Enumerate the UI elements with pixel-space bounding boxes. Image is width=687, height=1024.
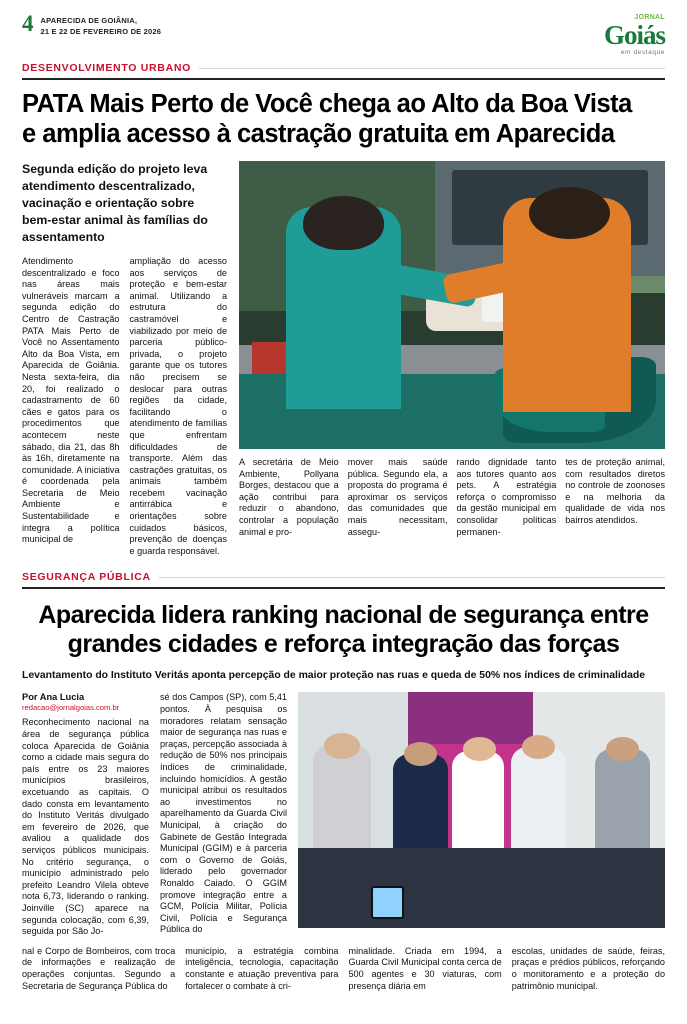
story2-bottom-col-1: nal e Corpo de Bombeiros, com troca de informações e realização de operações conjuntas. Segundo a Secretaria de Segurança Pública do	[22, 945, 176, 991]
caption-col-1: A secretária de Meio Ambiente, Pollyana Borges, destacou que a ação contribui para reduzir o abandono, controlar a população animal e pro-	[239, 457, 339, 537]
newspaper-logo	[604, 14, 665, 57]
story1-headline-line2: e amplia acesso à castração gratuita em Aparecida	[22, 120, 615, 148]
story2-top	[22, 692, 665, 937]
story2-headline-line2: grandes cidades e reforça integração das forças	[67, 630, 620, 659]
section-header-seguranca	[22, 571, 665, 583]
story2-bottom-col-3: minalidade. Criada em 1994, a Guarda Civil Municipal conta cerca de 500 agentes e 30 viaturas, com presença diária em	[348, 945, 502, 991]
story2-column-2	[160, 692, 287, 937]
story1-standfirst: Segunda edição do projeto leva atendimento descentralizado, vacinação e orientação sobre bem-estar animal às famílias do assentamento	[22, 162, 208, 244]
caption-col-4: tes de proteção animal, com resultados diretos no controle de zoonoses e na melhoria da qualidade de vida nos bairros atendidos.	[565, 457, 665, 525]
caption-col-3: rando dignidade tanto aos tutores quanto aos pets. A estratégia reforça o compromisso da gestão municipal em consolidar políticas permanen-	[456, 457, 557, 537]
dateline-city: APARECIDA DE GOIÂNIA,	[40, 16, 138, 25]
photo-illustration	[239, 161, 665, 449]
section-divider-2	[22, 587, 665, 589]
masthead-dateline	[41, 14, 162, 37]
story1-headline	[22, 89, 665, 149]
story1-caption	[239, 457, 665, 538]
story1-top	[22, 161, 665, 557]
story2-byline-column	[22, 692, 149, 937]
masthead-left	[22, 11, 162, 37]
section-header-urbano	[22, 62, 665, 74]
story2-bottom-columns	[22, 946, 665, 992]
section-label-seguranca: SEGURANÇA PÚBLICA	[22, 571, 151, 584]
byline-email[interactable]: redacao@jornalgoias.com.br	[22, 703, 120, 713]
byline-author: Por Ana Lucia	[22, 692, 85, 703]
story1-photo	[239, 161, 665, 449]
story2-col2-text: sé dos Campos (SP), com 5,41 pontos. À pesquisa os moradores relatam sensação maior de segurança nas ruas e praças, percepção associada à redução de 50% nos principais índices de criminalidade, incluindo homicídios. A gestão municipal atribui os resultados ao investimentos no aparelhamento da Guarda Civil Municipal, à criação do Gabinete de Gestão Integrada Municipal (GGIM) e à parceria com o Governo de Goiás, liderado pelo governador Ronaldo Caiado. O GGIM promove integração entre a GCM, Polícia Militar, Polícia Civil, Polícia e Segurança Pública do	[160, 692, 287, 935]
dateline-date: 21 E 22 DE FEVEREIRO DE 2026	[40, 26, 162, 36]
section-label-urbano: DESENVOLVIMENTO URBANO	[22, 62, 192, 74]
section-rule-2	[159, 577, 665, 578]
story2-col1-text: Reconhecimento nacional na área de segurança pública coloca Aparecida de Goiânia como a cidade mais segura do país entre os 23 maiores municípios brasileiros, excetuando as capitais. O dado consta em levantamento do Instituto Veritás divulgado em fevereiro de 2026, que avaliou a qualidade dos serviços públicos municipais. No critério segurança, o município administrado pelo prefeito Leandro Vilela obteve nota 6,73, liderando o ranking. Joinville (SC) aparece na segunda colocação, com 6,39, seguida por São Jo-	[22, 717, 149, 937]
story1-left-column	[22, 161, 227, 557]
story2-photo	[298, 692, 665, 928]
photo2-illustration	[298, 692, 665, 928]
section-rule	[199, 68, 665, 69]
story2-subdeck: Levantamento do Instituto Veritás aponta percepção de maior proteção nas ruas e queda de 50% nos índices de criminalidade	[22, 670, 646, 682]
story2-bottom-col-2: município, a estratégia combina inteligência, tecnologia, capacitação constante e atuação preventiva para fortalecer o combate à cri-	[185, 945, 339, 991]
caption-col-2: mover mais saúde pública. Segundo ela, a proposta do programa é aproximar os serviços das comunidades que mais necessitam, assegu-	[347, 457, 448, 537]
story1-right-column	[239, 161, 665, 557]
page-number: 4	[22, 11, 34, 36]
story2-col1	[22, 717, 149, 937]
story2-bottom-col-4: escolas, unidades de saúde, feiras, praças e prédios públicos, reforçando o monitoramento e a proteção do patrimônio municipal.	[511, 945, 665, 991]
masthead	[22, 11, 665, 56]
logo-tagline: em destaque	[620, 49, 665, 56]
story1-body-col1: Atendimento descentralizado e foco nas áreas mais vulneráveis marcam a segunda edição do Centro de Castração PATA Mais Perto de Você no Assentamento Alto da Boa Vista, em Aparecida de Goiânia. Nesta sexta-feira, dia 20, foi realizado o cadastramento de 60 cães e gatos para os procedimentos que acontecem neste sábado, dia 21, das 8h às 16h, diretamente na comunidade. A iniciativa é coordenada pela Secretaria de Meio Ambiente e Sustentabilidade e integra a política municipal de	[22, 256, 120, 545]
story1-body	[22, 256, 227, 557]
story2-headline-line1: Aparecida lidera ranking nacional de segurança entre	[38, 601, 649, 630]
logo-wordmark: Goiás	[603, 20, 665, 50]
story1-headline-line1: PATA Mais Perto de Você chega ao Alto da Boa Vista	[22, 90, 632, 118]
logo-kicker: JORNAL	[634, 14, 665, 21]
story2-headline	[22, 601, 665, 659]
story1-body-col2: ampliação do acesso aos serviços de proteção e bem-estar animal. Utilizando a estrutura do castramóvel e viabilizado por meio de parceria público-privada, o projeto garante que os tutores não precisem se deslocar para outras regiões da cidade, facilitando o atendimento de famílias que enfrentam dificuldades de transporte. Além das castrações gratuitas, os animais também recebem vacinação antirrábica e orientações sobre cuidados básicos, prevenção de doenças e guarda responsável.	[129, 256, 227, 556]
section-divider	[22, 78, 665, 80]
story2-photo-column	[298, 692, 665, 937]
